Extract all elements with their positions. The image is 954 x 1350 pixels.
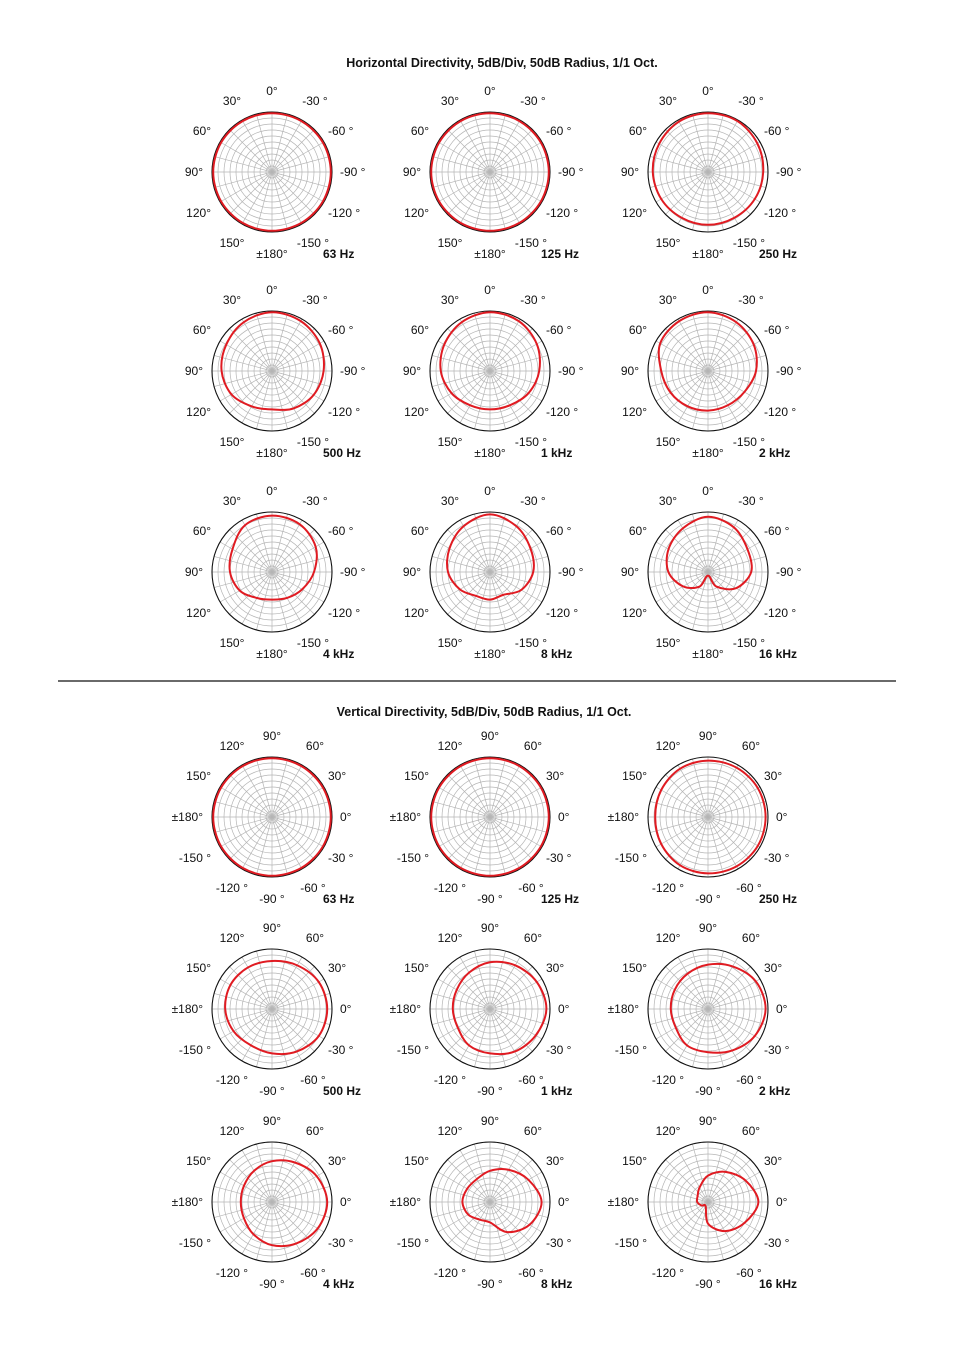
angle-label-top_right: -30 ° — [738, 293, 764, 307]
angle-label-lower_right: -120 ° — [764, 206, 797, 220]
polar-plot-vertical-7 — [390, 1114, 573, 1291]
angle-label-left: 90° — [184, 364, 203, 378]
angle-label-top_right: -30 ° — [302, 94, 328, 108]
angle-label-upper_left: 60° — [410, 524, 429, 538]
angle-label-lower_left: 120° — [186, 206, 211, 220]
polar-plot-vertical-5 — [608, 921, 791, 1098]
angle-label-upper_left: 60° — [192, 124, 211, 138]
angle-label-bottom: -90 ° — [477, 892, 503, 906]
angle-label-top: 0° — [484, 484, 496, 498]
angle-label-upper_left: 150° — [622, 961, 647, 975]
angle-label-lower_right: -30 ° — [764, 1236, 790, 1250]
angle-label-lower_left: 120° — [404, 405, 429, 419]
angle-label-right: 0° — [558, 1195, 570, 1209]
angle-label-lower_left: -150 ° — [178, 851, 211, 865]
polar-plot-horizontal-3 — [185, 283, 366, 460]
angle-label-bottom: ±180° — [474, 647, 506, 661]
polar-plot-vertical-6 — [172, 1114, 355, 1291]
angle-label-upper_right: 30° — [764, 1154, 783, 1168]
angle-label-top: 0° — [702, 84, 714, 98]
angle-label-upper_left: 60° — [628, 524, 647, 538]
angle-label-lower_left: 120° — [622, 405, 647, 419]
angle-label-top: 90° — [480, 921, 500, 935]
angle-label-top_left: 120° — [655, 739, 681, 753]
angle-label-lower_right: -30 ° — [546, 851, 572, 865]
polar-plot-horizontal-5 — [621, 283, 802, 460]
directivity-trace — [453, 962, 547, 1054]
directivity-trace — [671, 964, 766, 1053]
angle-label-upper_left: 60° — [410, 323, 429, 337]
angle-label-bottom: ±180° — [474, 247, 506, 261]
angle-label-top: 90° — [698, 729, 718, 743]
angle-label-top_left: 120° — [219, 739, 245, 753]
angle-label-right: -90 ° — [340, 565, 366, 579]
angle-label-top_right: -30 ° — [302, 293, 328, 307]
frequency-label: 63 Hz — [323, 247, 355, 261]
angle-label-top_left: 30° — [658, 494, 678, 508]
angle-label-lower_right: -30 ° — [546, 1043, 572, 1057]
angle-label-bottom_left: 150° — [219, 435, 245, 449]
angle-label-bottom: -90 ° — [695, 1084, 721, 1098]
angle-label-bottom_right: -60 ° — [736, 1266, 762, 1280]
angle-label-lower_right: -120 ° — [546, 606, 579, 620]
angle-label-bottom: ±180° — [256, 247, 288, 261]
angle-label-upper_right: -60 ° — [764, 323, 790, 337]
angle-label-top_left: 30° — [658, 94, 678, 108]
angle-label-top: 90° — [262, 921, 282, 935]
frequency-label: 125 Hz — [541, 892, 580, 906]
angle-label-bottom_right: -60 ° — [300, 881, 326, 895]
angle-label-left: 90° — [402, 565, 421, 579]
angle-label-upper_right: -60 ° — [764, 124, 790, 138]
angle-label-bottom: ±180° — [256, 647, 288, 661]
angle-label-upper_left: 150° — [186, 1154, 211, 1168]
angle-label-bottom_left: 150° — [437, 236, 463, 250]
angle-label-upper_left: 150° — [622, 769, 647, 783]
angle-label-top_left: 120° — [437, 739, 463, 753]
directivity-trace — [230, 516, 317, 600]
angle-label-right: -90 ° — [558, 165, 584, 179]
angle-label-upper_left: 150° — [186, 961, 211, 975]
polar-plot-vertical-0 — [172, 729, 355, 906]
angle-label-right: -90 ° — [558, 364, 584, 378]
angle-label-top: 0° — [484, 283, 496, 297]
angle-label-top_right: -30 ° — [302, 494, 328, 508]
angle-label-bottom_right: -150 ° — [514, 236, 548, 250]
angle-label-top_left: 120° — [437, 931, 463, 945]
angle-label-bottom: ±180° — [692, 247, 724, 261]
angle-label-left: 90° — [620, 364, 639, 378]
polar-plot-horizontal-1 — [403, 84, 584, 261]
angle-label-top_right: -30 ° — [520, 293, 546, 307]
angle-label-lower_left: -150 ° — [614, 1236, 647, 1250]
angle-label-lower_left: -150 ° — [396, 1236, 429, 1250]
angle-label-left: 90° — [184, 565, 203, 579]
angle-label-top: 90° — [698, 921, 718, 935]
angle-label-bottom_left: -120 ° — [651, 1073, 685, 1087]
angle-label-upper_left: 150° — [404, 769, 429, 783]
angle-label-left: ±180° — [607, 810, 639, 824]
angle-label-top_left: 30° — [222, 94, 242, 108]
angle-label-top_left: 30° — [222, 494, 242, 508]
frequency-label: 16 kHz — [759, 1277, 798, 1291]
polar-plot-horizontal-7 — [403, 484, 584, 661]
angle-label-bottom: ±180° — [692, 446, 724, 460]
angle-label-upper_right: 30° — [546, 1154, 565, 1168]
angle-label-top_right: 60° — [305, 931, 325, 945]
angle-label-bottom: -90 ° — [477, 1277, 503, 1291]
angle-label-bottom_left: 150° — [655, 435, 681, 449]
angle-label-upper_right: -60 ° — [328, 323, 354, 337]
angle-label-top_right: -30 ° — [520, 94, 546, 108]
angle-label-upper_left: 60° — [192, 323, 211, 337]
polar-plot-horizontal-0 — [185, 84, 366, 261]
angle-label-upper_right: 30° — [328, 769, 347, 783]
frequency-label: 63 Hz — [323, 892, 355, 906]
angle-label-left: ±180° — [389, 1195, 421, 1209]
angle-label-top: 0° — [702, 484, 714, 498]
angle-label-top_left: 30° — [440, 293, 460, 307]
frequency-label: 4 kHz — [323, 647, 355, 661]
angle-label-bottom: -90 ° — [259, 1084, 285, 1098]
angle-label-right: 0° — [340, 1002, 352, 1016]
angle-label-bottom_left: 150° — [219, 636, 245, 650]
angle-label-lower_right: -30 ° — [764, 1043, 790, 1057]
angle-label-top_left: 30° — [658, 293, 678, 307]
angle-label-upper_right: -60 ° — [328, 124, 354, 138]
angle-label-top_right: 60° — [523, 931, 543, 945]
angle-label-upper_left: 150° — [622, 1154, 647, 1168]
angle-label-right: -90 ° — [776, 165, 802, 179]
angle-label-left: ±180° — [171, 1195, 203, 1209]
angle-label-upper_right: -60 ° — [328, 524, 354, 538]
angle-label-lower_left: 120° — [622, 206, 647, 220]
angle-label-upper_left: 150° — [404, 961, 429, 975]
polar-plots — [172, 84, 802, 1291]
angle-label-upper_left: 150° — [404, 1154, 429, 1168]
angle-label-lower_right: -30 ° — [328, 1236, 354, 1250]
frequency-label: 2 kHz — [759, 446, 791, 460]
angle-label-bottom: -90 ° — [695, 1277, 721, 1291]
angle-label-left: 90° — [620, 565, 639, 579]
frequency-label: 1 kHz — [541, 446, 573, 460]
angle-label-right: -90 ° — [340, 165, 366, 179]
angle-label-lower_right: -30 ° — [764, 851, 790, 865]
angle-label-upper_right: 30° — [546, 769, 565, 783]
angle-label-bottom: -90 ° — [259, 1277, 285, 1291]
angle-label-lower_right: -30 ° — [328, 1043, 354, 1057]
angle-label-bottom_left: 150° — [437, 435, 463, 449]
angle-label-lower_left: -150 ° — [614, 851, 647, 865]
frequency-label: 250 Hz — [759, 247, 798, 261]
angle-label-top_right: 60° — [741, 931, 761, 945]
angle-label-bottom: -90 ° — [259, 892, 285, 906]
angle-label-lower_right: -120 ° — [328, 206, 361, 220]
angle-label-lower_right: -120 ° — [546, 206, 579, 220]
angle-label-top_right: -30 ° — [738, 94, 764, 108]
horizontal-title: Horizontal Directivity, 5dB/Div, 50dB Radius, 1/1 Oct. — [346, 56, 658, 70]
angle-label-right: 0° — [340, 1195, 352, 1209]
angle-label-lower_left: -150 ° — [178, 1043, 211, 1057]
angle-label-lower_left: 120° — [186, 606, 211, 620]
angle-label-top: 90° — [480, 1114, 500, 1128]
frequency-label: 125 Hz — [541, 247, 580, 261]
angle-label-top: 90° — [262, 1114, 282, 1128]
angle-label-bottom_left: -120 ° — [215, 1266, 249, 1280]
angle-label-right: -90 ° — [776, 565, 802, 579]
angle-label-top_left: 120° — [655, 931, 681, 945]
angle-label-top_left: 120° — [219, 1124, 245, 1138]
angle-label-top_left: 120° — [437, 1124, 463, 1138]
angle-label-bottom_right: -150 ° — [296, 435, 330, 449]
angle-label-lower_right: -30 ° — [546, 1236, 572, 1250]
angle-label-lower_left: 120° — [404, 206, 429, 220]
angle-label-top_right: 60° — [741, 1124, 761, 1138]
angle-label-bottom_right: -60 ° — [300, 1073, 326, 1087]
angle-label-bottom_left: -120 ° — [433, 881, 467, 895]
angle-label-bottom: -90 ° — [477, 1084, 503, 1098]
angle-label-top_right: -30 ° — [738, 494, 764, 508]
polar-plot-vertical-2 — [608, 729, 797, 906]
angle-label-bottom_right: -60 ° — [518, 1073, 544, 1087]
angle-label-lower_left: -150 ° — [614, 1043, 647, 1057]
frequency-label: 4 kHz — [323, 1277, 355, 1291]
angle-label-upper_right: 30° — [328, 1154, 347, 1168]
angle-label-right: -90 ° — [340, 364, 366, 378]
angle-label-left: ±180° — [607, 1195, 639, 1209]
angle-label-left: ±180° — [171, 810, 203, 824]
angle-label-upper_right: 30° — [764, 769, 783, 783]
angle-label-right: 0° — [340, 810, 352, 824]
angle-label-upper_left: 150° — [186, 769, 211, 783]
angle-label-bottom_right: -60 ° — [736, 881, 762, 895]
angle-label-bottom_right: -150 ° — [732, 236, 766, 250]
angle-label-left: ±180° — [389, 810, 421, 824]
angle-label-bottom_right: -60 ° — [518, 1266, 544, 1280]
angle-label-bottom_left: 150° — [655, 236, 681, 250]
angle-label-top: 90° — [698, 1114, 718, 1128]
angle-label-bottom_right: -150 ° — [732, 636, 766, 650]
angle-label-bottom_right: -150 ° — [296, 236, 330, 250]
angle-label-left: 90° — [402, 165, 421, 179]
angle-label-upper_left: 60° — [628, 124, 647, 138]
angle-label-bottom: -90 ° — [695, 892, 721, 906]
angle-label-top_left: 120° — [219, 931, 245, 945]
angle-label-top: 0° — [266, 84, 278, 98]
frequency-label: 1 kHz — [541, 1084, 573, 1098]
angle-label-upper_left: 60° — [192, 524, 211, 538]
angle-label-right: -90 ° — [558, 565, 584, 579]
angle-label-bottom_right: -60 ° — [300, 1266, 326, 1280]
polar-plot-horizontal-8 — [621, 484, 802, 661]
polar-plot-vertical-4 — [390, 921, 573, 1098]
angle-label-top_right: 60° — [523, 1124, 543, 1138]
angle-label-bottom_right: -150 ° — [514, 435, 548, 449]
frequency-label: 500 Hz — [323, 1084, 362, 1098]
angle-label-top_right: -30 ° — [520, 494, 546, 508]
angle-label-bottom_right: -150 ° — [514, 636, 548, 650]
angle-label-left: ±180° — [171, 1002, 203, 1016]
angle-label-lower_left: 120° — [186, 405, 211, 419]
angle-label-bottom_left: -120 ° — [215, 881, 249, 895]
angle-label-bottom_left: -120 ° — [651, 881, 685, 895]
angle-label-bottom: ±180° — [256, 446, 288, 460]
angle-label-upper_right: -60 ° — [546, 524, 572, 538]
angle-label-top: 0° — [266, 484, 278, 498]
frequency-label: 500 Hz — [323, 446, 362, 460]
angle-label-top_left: 120° — [655, 1124, 681, 1138]
angle-label-left: ±180° — [389, 1002, 421, 1016]
angle-label-right: -90 ° — [776, 364, 802, 378]
angle-label-right: 0° — [558, 1002, 570, 1016]
angle-label-right: 0° — [776, 810, 788, 824]
frequency-label: 2 kHz — [759, 1084, 791, 1098]
angle-label-lower_right: -30 ° — [328, 851, 354, 865]
angle-label-bottom_left: 150° — [437, 636, 463, 650]
angle-label-top: 0° — [702, 283, 714, 297]
angle-label-bottom_left: 150° — [219, 236, 245, 250]
angle-label-lower_left: -150 ° — [396, 851, 429, 865]
angle-label-top_right: 60° — [741, 739, 761, 753]
angle-label-bottom_left: 150° — [655, 636, 681, 650]
angle-label-right: 0° — [558, 810, 570, 824]
vertical-title: Vertical Directivity, 5dB/Div, 50dB Radius, 1/1 Oct. — [336, 705, 632, 719]
angle-label-lower_left: 120° — [622, 606, 647, 620]
angle-label-upper_right: 30° — [764, 961, 783, 975]
angle-label-left: ±180° — [607, 1002, 639, 1016]
angle-label-top: 0° — [266, 283, 278, 297]
angle-label-lower_left: 120° — [404, 606, 429, 620]
angle-label-top_right: 60° — [305, 1124, 325, 1138]
angle-label-lower_right: -120 ° — [328, 405, 361, 419]
angle-label-lower_right: -120 ° — [328, 606, 361, 620]
angle-label-top_left: 30° — [440, 494, 460, 508]
frequency-label: 8 kHz — [541, 647, 573, 661]
frequency-label: 8 kHz — [541, 1277, 573, 1291]
angle-label-top_left: 30° — [440, 94, 460, 108]
polar-plot-vertical-3 — [172, 921, 361, 1098]
polar-plot-vertical-8 — [608, 1114, 797, 1291]
angle-label-bottom_right: -150 ° — [732, 435, 766, 449]
angle-label-bottom_left: -120 ° — [433, 1073, 467, 1087]
angle-label-bottom_right: -60 ° — [518, 881, 544, 895]
angle-label-top: 0° — [484, 84, 496, 98]
angle-label-lower_right: -120 ° — [546, 405, 579, 419]
angle-label-lower_right: -120 ° — [764, 405, 797, 419]
angle-label-bottom_left: -120 ° — [215, 1073, 249, 1087]
angle-label-upper_right: 30° — [546, 961, 565, 975]
angle-label-bottom_right: -150 ° — [296, 636, 330, 650]
angle-label-top_right: 60° — [305, 739, 325, 753]
angle-label-top_left: 30° — [222, 293, 242, 307]
angle-label-bottom_right: -60 ° — [736, 1073, 762, 1087]
angle-label-bottom: ±180° — [474, 446, 506, 460]
frequency-label: 250 Hz — [759, 892, 798, 906]
polar-plot-horizontal-6 — [185, 484, 366, 661]
angle-label-upper_right: -60 ° — [764, 524, 790, 538]
angle-label-right: 0° — [776, 1002, 788, 1016]
angle-label-lower_right: -120 ° — [764, 606, 797, 620]
angle-label-left: 90° — [402, 364, 421, 378]
angle-label-upper_right: -60 ° — [546, 124, 572, 138]
frequency-label: 16 kHz — [759, 647, 798, 661]
angle-label-top: 90° — [480, 729, 500, 743]
angle-label-upper_left: 60° — [410, 124, 429, 138]
angle-label-top: 90° — [262, 729, 282, 743]
angle-label-upper_left: 60° — [628, 323, 647, 337]
angle-label-bottom_left: -120 ° — [651, 1266, 685, 1280]
angle-label-left: 90° — [620, 165, 639, 179]
angle-label-lower_left: -150 ° — [396, 1043, 429, 1057]
angle-label-right: 0° — [776, 1195, 788, 1209]
angle-label-bottom_left: -120 ° — [433, 1266, 467, 1280]
polar-plot-vertical-1 — [390, 729, 579, 906]
polar-plot-horizontal-4 — [403, 283, 584, 460]
angle-label-left: 90° — [184, 165, 203, 179]
angle-label-upper_right: 30° — [328, 961, 347, 975]
angle-label-upper_right: -60 ° — [546, 323, 572, 337]
angle-label-lower_left: -150 ° — [178, 1236, 211, 1250]
angle-label-bottom: ±180° — [692, 647, 724, 661]
polar-plot-horizontal-2 — [621, 84, 802, 261]
angle-label-top_right: 60° — [523, 739, 543, 753]
